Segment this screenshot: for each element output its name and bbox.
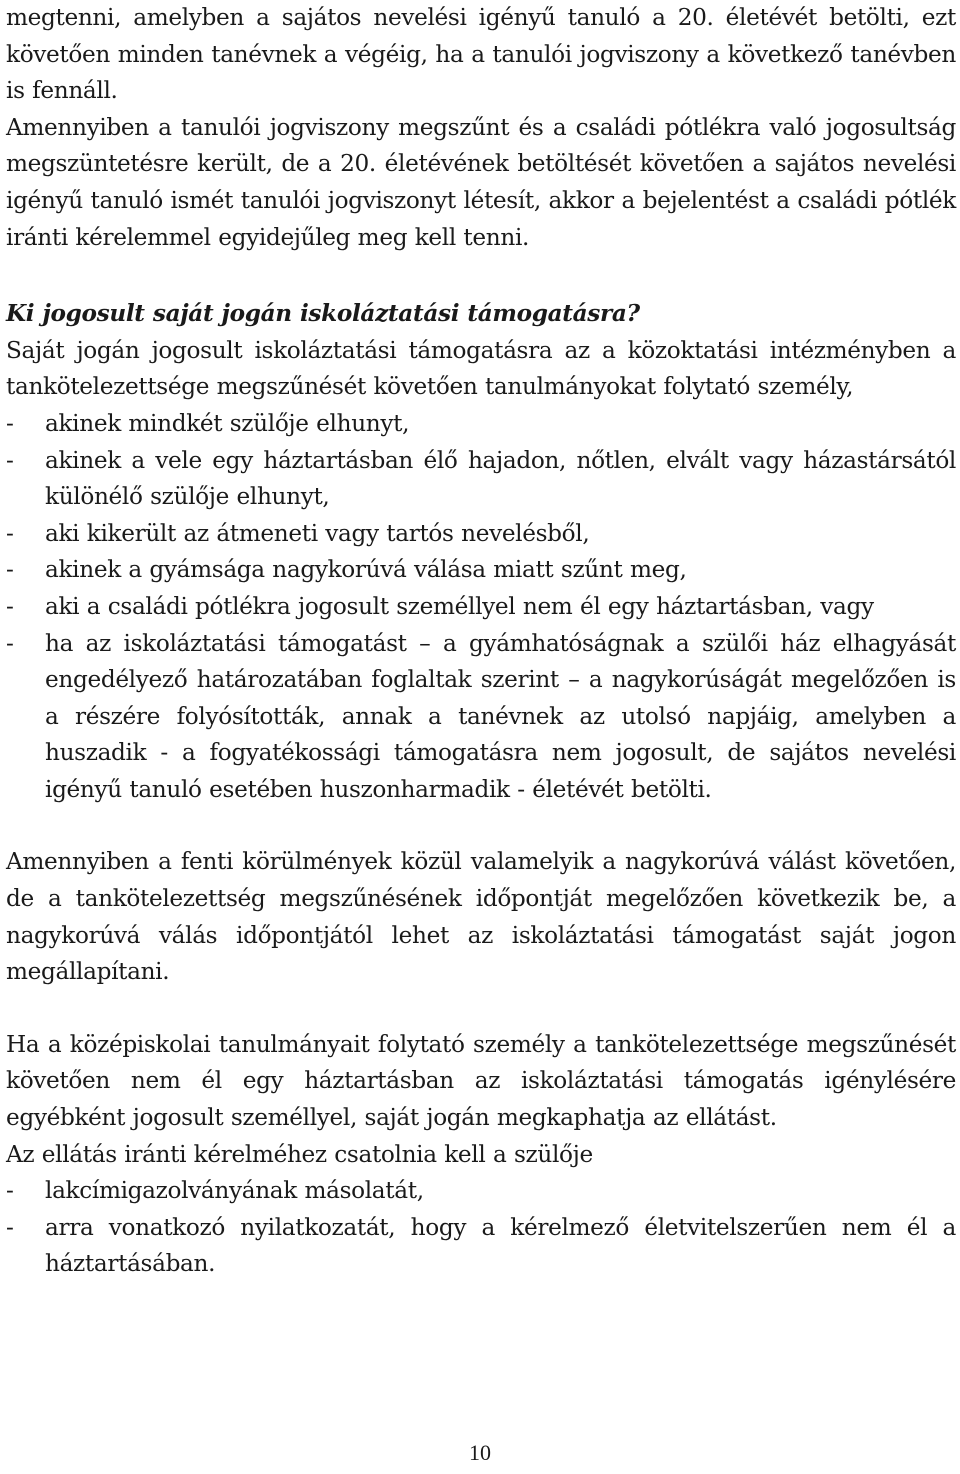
- list-item-text: arra vonatkozó nyilatkozatát, hogy a kérelmező életvitelszerűen nem él a háztartásában.: [45, 1213, 956, 1278]
- list-item: [6, 516, 956, 553]
- list-dash: -: [6, 592, 14, 620]
- list-item: [6, 443, 956, 516]
- paragraph-continuation: megtenni, amelyben a sajátos nevelési igényű tanuló a 20. életévét betölti, ezt követően minden tanévnek a végéig, ha a tanulói jogviszony a következő tanévben is fennáll.: [6, 4, 956, 105]
- list-dash: -: [6, 446, 14, 474]
- list-item: [6, 626, 956, 809]
- spacer: [6, 991, 956, 1027]
- list-dash: -: [6, 1177, 14, 1205]
- list-item: [6, 1173, 956, 1210]
- list-dash: -: [6, 556, 14, 584]
- list-item: [6, 406, 956, 443]
- paragraph-reestablished-status: Amennyiben a tanulói jogviszony megszűnt és a családi pótlékra való jogosultság megszüntetésre került, de a 20. életévének betöltését követően a sajátos nevelési igényű tanuló ismét tanulói jogviszonyt létesít, akkor a bejelentést a családi pótlék iránti kérelemmel egyidejűleg meg kell tenni.: [6, 113, 956, 251]
- list-item: [6, 589, 956, 626]
- list-item: [6, 552, 956, 589]
- spacer: [6, 256, 956, 292]
- paragraph-adulthood: Amennyiben a fenti körülmények közül valamelyik a nagykorúvá válást követően, de a tankötelezettség megszűnésének időpontját megelőzően következik be, a nagykorúvá válás időpontjától lehet az iskoláztatási támogatást saját jogon megállapítani.: [6, 848, 956, 986]
- list-dash: -: [6, 409, 14, 437]
- list-item-text: lakcímigazolványának másolatát,: [45, 1177, 424, 1205]
- paragraph-eligibility-intro: Saját jogán jogosult iskoláztatási támogatásra az a közoktatási intézményben a tankötelezettsége megszűnését követően tanulmányokat folytató személy,: [6, 336, 956, 401]
- list-item-text: aki kikerült az átmeneti vagy tartós nevelésből,: [45, 519, 590, 547]
- paragraph-attachments-intro: Az ellátás iránti kérelméhez csatolnia kell a szülője: [6, 1140, 593, 1168]
- document-page: [6, 0, 956, 1283]
- list-item-text: ha az iskoláztatási támogatást – a gyámhatóságnak a szülői ház elhagyását engedélyező határozatában foglaltak szerint – a nagykorúságát megelőzően is a részére folyósították, annak a tanévnek az utolsó napjáig, amelyben a huszadik - a fogyatékossági támogatásra nem jogosult, de sajátos nevelési igényű tanuló esetében huszonharmadik - életévét betölti.: [45, 629, 956, 803]
- attachments-list: [6, 1173, 956, 1283]
- list-item-text: akinek a gyámsága nagykorúvá válása miatt szűnt meg,: [45, 556, 687, 584]
- list-item-text: akinek mindkét szülője elhunyt,: [45, 409, 410, 437]
- eligibility-list: [6, 406, 956, 809]
- list-dash: -: [6, 519, 14, 547]
- list-item: [6, 1210, 956, 1283]
- list-dash: -: [6, 1213, 14, 1241]
- section-heading: Ki jogosult saját jogán iskoláztatási támogatásra?: [6, 300, 640, 328]
- list-item-text: akinek a vele egy háztartásban élő hajadon, nőtlen, elvált vagy házastársától különélő szülője elhunyt,: [45, 446, 956, 511]
- list-dash: -: [6, 629, 14, 657]
- spacer: [6, 808, 956, 844]
- page-number: 10: [469, 1440, 491, 1465]
- list-item-text: aki a családi pótlékra jogosult személlyel nem él egy háztartásban, vagy: [45, 592, 874, 620]
- paragraph-secondary-school: Ha a középiskolai tanulmányait folytató személy a tankötelezettsége megszűnését követően nem él egy háztartásban az iskoláztatási támogatás igénylésére egyébként jogosult személlyel, saját jogán megkaphatja az ellátást.: [6, 1030, 956, 1132]
